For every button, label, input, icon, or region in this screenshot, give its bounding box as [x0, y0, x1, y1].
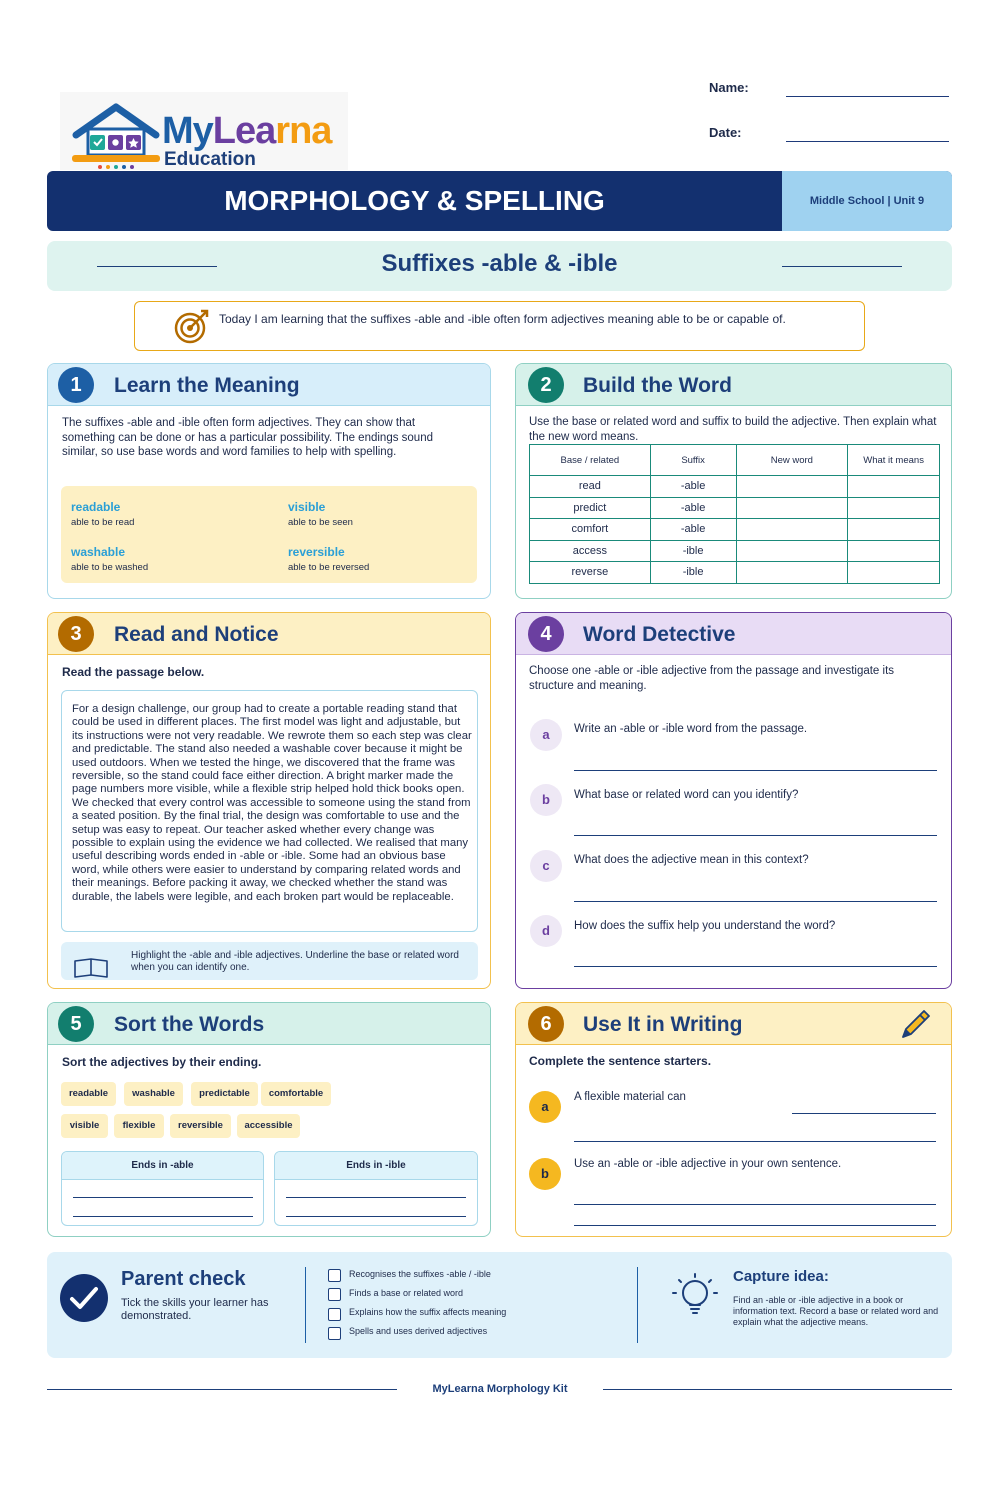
tip-box [61, 942, 478, 980]
new-word-cell[interactable] [736, 519, 848, 541]
word-chip[interactable]: flexible [114, 1114, 164, 1138]
suffix-cell: -able [650, 476, 736, 498]
suffix-cell: -ible [650, 540, 736, 562]
section-title: Word Detective [583, 623, 736, 646]
divider [305, 1267, 306, 1343]
new-word-cell[interactable] [736, 540, 848, 562]
column-header: New word [736, 445, 848, 476]
meaning-cell[interactable] [848, 562, 940, 584]
example-def: able to be seen [288, 517, 353, 528]
section-body: Use the base or related word and suffix to build the adjective. Then explain what the new word means. [529, 416, 937, 443]
base-cell: access [530, 540, 651, 562]
passage-text: For a design challenge, our group had to create a portable reading stand that could be used in different places. The first model was light and adjustable, but its instructions were not very readable. We rewrote them so each step was clear and predictable. The stand also needed a washable cover because it might be used outdoors. When we tested the hinge, we discovered that the frame was reversible, so the stand could face either direction. A bright marker made the page numbers more visible, while a flexible strip helped hold thick books open. We checked that every control was accessible to someone using the stand from a seated position. By the final trial, the design was comfortable to use and the setup was easy to repeat. Our teacher asked whether every change was possible to explain using the evidence we had collected. We realised that many useful describing words ended in -able or -ible. Some had an obvious base word, while others were easier to understand by comparing related words and their meanings. Before packing it away, we checked whether the stand was durable, the labels were legible, and each broken part would be replaceable. [72, 703, 472, 903]
answer-line[interactable] [574, 1225, 936, 1226]
question-letter: d [530, 915, 562, 947]
suffix-cell: -able [650, 519, 736, 541]
answer-line[interactable] [792, 1113, 936, 1114]
name-label: Name: [709, 80, 749, 95]
topic-line-right [782, 266, 902, 267]
skill-checkbox[interactable] [328, 1327, 341, 1340]
level-label: Middle School | Unit 9 [782, 171, 952, 231]
skill-label: Recognises the suffixes -able / -ible [349, 1269, 491, 1279]
date-label: Date: [709, 125, 742, 140]
brand-sub: Education [164, 149, 256, 170]
footer-text: MyLearna Morphology Kit [432, 1383, 568, 1395]
answer-line[interactable] [574, 770, 937, 771]
section-title: Build the Word [583, 374, 732, 397]
section-instruction: Sort the adjectives by their ending. [62, 1055, 262, 1069]
parent-check-title: Parent check [121, 1268, 246, 1290]
new-word-cell[interactable] [736, 476, 848, 498]
new-word-cell[interactable] [736, 562, 848, 584]
check-circle-icon [59, 1273, 109, 1323]
sort-column-ible [274, 1151, 478, 1226]
example-def: able to be washed [71, 562, 149, 573]
column-header: What it means [848, 445, 940, 476]
meaning-cell[interactable] [848, 476, 940, 498]
example-word: reversible [288, 545, 345, 559]
question-letter: c [530, 850, 562, 882]
answer-line[interactable] [574, 1141, 936, 1142]
card-word-detective [515, 612, 952, 989]
section-title: Use It in Writing [583, 1013, 743, 1036]
section-number: 1 [58, 367, 94, 403]
capture-title: Capture idea: [733, 1268, 829, 1285]
answer-line[interactable] [286, 1197, 466, 1198]
date-field[interactable] [786, 141, 949, 142]
question-text: Write an -able or -ible word from the passage. [574, 723, 808, 735]
answer-line[interactable] [574, 966, 937, 967]
word-chip[interactable]: washable [124, 1082, 183, 1106]
base-cell: reverse [530, 562, 651, 584]
footer-line-right [603, 1389, 952, 1390]
example-word: washable [71, 545, 126, 559]
table-row [530, 497, 940, 519]
divider [637, 1267, 638, 1343]
example-word: readable [71, 500, 121, 514]
lightbulb-icon [667, 1268, 723, 1324]
card-build-word [515, 363, 952, 599]
table-row [530, 476, 940, 498]
table-row [530, 562, 940, 584]
card-read-notice [47, 612, 491, 989]
tip-text: Highlight the -able and -ible adjectives. Underline the base or related word when you can identify one. [131, 950, 459, 973]
card-header [516, 364, 951, 406]
card-use-writing [515, 1002, 952, 1237]
prompt-text: A flexible material can [574, 1091, 686, 1103]
target-icon [173, 307, 211, 345]
skill-label: Explains how the suffix affects meaning [349, 1307, 507, 1317]
skill-checkbox[interactable] [328, 1308, 341, 1321]
meaning-cell[interactable] [848, 540, 940, 562]
question-text: What base or related word can you identify? [574, 789, 799, 801]
skill-label: Spells and uses derived adjectives [349, 1326, 488, 1336]
prompt-letter: b [529, 1158, 561, 1190]
book-icon [73, 957, 109, 979]
word-chip[interactable]: reversible [170, 1114, 231, 1138]
topic-title: Suffixes -able & -ible [381, 250, 618, 277]
answer-line[interactable] [73, 1197, 253, 1198]
column-header: Base / related [530, 445, 651, 476]
word-chip[interactable]: predictable [191, 1082, 258, 1106]
logo-house-icon [70, 103, 162, 171]
question-letter: a [530, 719, 562, 751]
section-number: 4 [528, 616, 564, 652]
capture-text: Find an -able or -ible adjective in a book or information text. Record a base or related word and explain what the adjective means. [733, 1295, 939, 1327]
prompt-text: Use an -able or -ible adjective in your own sentence. [574, 1158, 842, 1170]
base-cell: read [530, 476, 651, 498]
brand-name: MyLearna [162, 110, 332, 152]
question-text: How does the suffix help you understand the word? [574, 920, 836, 932]
answer-line[interactable] [574, 1204, 936, 1205]
section-number: 6 [528, 1006, 564, 1042]
section-title: Read and Notice [114, 623, 279, 646]
sort-column-able [61, 1151, 264, 1226]
parent-check-panel [47, 1252, 952, 1358]
examples-box [61, 486, 477, 583]
answer-line[interactable] [73, 1216, 253, 1217]
objective-text: Today I am learning that the suffixes -able and -ible often form adjectives meaning able to be or capable of. [219, 312, 786, 326]
footer-line-left [47, 1389, 397, 1390]
new-word-cell[interactable] [736, 497, 848, 519]
section-number: 2 [528, 367, 564, 403]
section-instruction: Read the passage below. [62, 665, 205, 679]
question-letter: b [530, 784, 562, 816]
topic-banner [47, 241, 952, 291]
learning-objective [134, 301, 865, 351]
section-body: Choose one -able or -ible adjective from the passage and investigate its structure and meaning. [529, 665, 895, 692]
section-number: 5 [58, 1006, 94, 1042]
name-field[interactable] [786, 96, 949, 97]
reading-passage [61, 690, 478, 932]
base-cell: predict [530, 497, 651, 519]
word-chip[interactable]: accessible [237, 1114, 300, 1138]
card-learn-meaning [47, 363, 491, 599]
sort-column-title: Ends in -ible [275, 1152, 477, 1180]
word-chip[interactable]: comfortable [261, 1082, 331, 1106]
example-def: able to be reversed [288, 562, 370, 573]
header-band [47, 171, 952, 231]
table-row [530, 540, 940, 562]
answer-line[interactable] [286, 1216, 466, 1217]
page-title: MORPHOLOGY & SPELLING [224, 185, 605, 216]
table-row [530, 519, 940, 541]
section-instruction: Complete the sentence starters. [529, 1054, 712, 1068]
section-body: The suffixes -able and -ible often form adjectives. They can show that something can be done or has a particular possibility. The endings sound similar, so use base words and word families to help with spelling. [62, 417, 433, 458]
section-number: 3 [58, 616, 94, 652]
prompt-letter: a [529, 1091, 561, 1123]
answer-line[interactable] [574, 835, 937, 836]
base-cell: comfort [530, 519, 651, 541]
section-title: Learn the Meaning [114, 374, 300, 397]
word-chip[interactable]: visible [61, 1114, 108, 1138]
question-text: What does the adjective mean in this context? [574, 854, 809, 866]
example-word: visible [288, 500, 326, 514]
card-sort-words [47, 1002, 491, 1237]
skill-checkbox[interactable] [328, 1288, 341, 1301]
table-header [530, 445, 940, 476]
suffix-cell: -able [650, 497, 736, 519]
sort-column-title: Ends in -able [62, 1152, 263, 1180]
word-chip[interactable]: readable [61, 1082, 116, 1106]
parent-check-subtitle: Tick the skills your learner has demonstrated. [121, 1297, 269, 1322]
meaning-cell[interactable] [848, 497, 940, 519]
skill-checkbox[interactable] [328, 1269, 341, 1282]
skill-label: Finds a base or related word [349, 1288, 464, 1298]
meaning-cell[interactable] [848, 519, 940, 541]
section-title: Sort the Words [114, 1013, 265, 1036]
pencil-icon [897, 1007, 933, 1043]
column-header: Suffix [650, 445, 736, 476]
answer-line[interactable] [574, 901, 937, 902]
suffix-cell: -ible [650, 562, 736, 584]
example-def: able to be read [71, 517, 135, 528]
build-word-table [529, 444, 940, 584]
